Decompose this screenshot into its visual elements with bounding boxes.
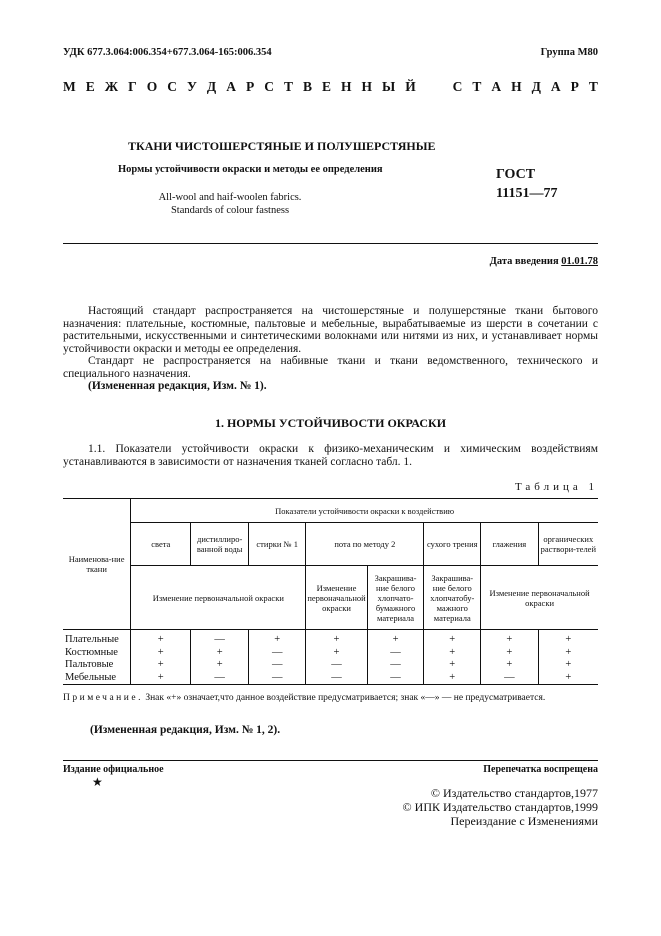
mezh-letter: С (167, 79, 177, 94)
mezh-letter: Й (405, 79, 416, 94)
row-value: + (306, 647, 367, 660)
mezh-letter: Е (321, 79, 331, 94)
section-paragraph: 1.1. Показатели устойчивости окраски к физико-механическим и химическим воздействиям устанавливаются в зависимости от назначения тканей согласно табл. 1. (63, 443, 598, 468)
mezh-letter: Р (570, 79, 579, 94)
copyright-1999: © ИПК Издательство стандартов,1999 (402, 800, 598, 814)
note-label: Примечание. (63, 693, 143, 703)
row-value: + (131, 659, 191, 672)
gost-label: ГОСТ (496, 167, 536, 182)
date-label: Дата введения (489, 256, 559, 267)
mezh-letter: С (264, 79, 274, 94)
sub-change-2: Изменение первоначальной окраски (481, 566, 598, 630)
note-text: Знак «+» означает,что данное воздействие предусматривается; знак «—» — не предусматривается. (142, 693, 546, 703)
udk-code: УДК 677.3.064:006.354+677.3.064-165:006.354 (63, 47, 272, 58)
sub-dry-staining: Закрашива-ние белого хлопчатобу-мажного материала (424, 566, 481, 630)
row-fabric-name: Костюмные (63, 647, 131, 660)
row-value: + (424, 647, 481, 660)
header-divider (63, 243, 598, 244)
row-value: + (367, 630, 424, 647)
mezh-letter: Т (588, 79, 598, 94)
table-row (63, 659, 598, 672)
row-value: + (424, 672, 481, 685)
row-value: + (565, 646, 572, 658)
row-fabric-name: Мебельные (63, 672, 131, 685)
mezh-letter: О (146, 79, 158, 94)
row-value: — (306, 659, 367, 672)
mezh-letter: Д (531, 79, 541, 94)
official-edition: Издание официальное (63, 764, 164, 775)
row-fabric-name: Пальтовые (63, 659, 131, 672)
row-value: + (249, 630, 306, 647)
mezh-letter: Ж (104, 79, 119, 94)
row-value: + (424, 630, 481, 647)
row-value: + (131, 647, 191, 660)
row-value: — (367, 672, 424, 685)
copyright-1977: © Издательство стандартов,1977 (430, 786, 598, 800)
title-en-line2: Standards of colour fastness (170, 205, 290, 216)
row-value: — (481, 672, 538, 685)
table-note (63, 692, 598, 704)
table-row (63, 672, 598, 685)
row-value: + (191, 659, 249, 672)
table-row (63, 630, 598, 647)
col-organic-solvents: органических раствори-телей (538, 523, 598, 566)
row-value: + (131, 672, 191, 685)
row-value: + (538, 672, 598, 685)
mezh-gap (426, 79, 429, 95)
title-en (118, 191, 342, 217)
sub-sweat-staining: Закрашива-ние белого хлопчато-бумажного материала (367, 566, 424, 630)
row-value: — (191, 672, 249, 685)
effective-date (490, 256, 598, 267)
sub-sweat-change: Изменение первоначальной окраски (306, 566, 367, 630)
table-caption: Таблица 1 (514, 481, 598, 493)
col-distilled-water: дистиллиро-ванной воды (191, 523, 249, 566)
row-value: — (306, 672, 367, 685)
section-heading: 1. НОРМЫ УСТОЙЧИВОСТИ ОКРАСКИ (214, 416, 447, 430)
row-value: + (306, 630, 367, 647)
row-value: — (367, 659, 424, 672)
copyright-block (403, 786, 598, 828)
intro-text (63, 305, 598, 393)
mezh-letter: Н (511, 79, 522, 94)
table-row (63, 647, 598, 660)
table-group-header: Показатели устойчивости окраски к воздействию (131, 499, 598, 523)
mezh-letter: С (452, 79, 463, 94)
mezh-gap (439, 79, 442, 95)
reprint-forbidden: Перепечатка воспрещена (483, 764, 598, 775)
row-value: + (565, 634, 572, 645)
mezh-standard-heading (63, 79, 598, 95)
section-text (63, 443, 598, 468)
row-value: + (481, 647, 538, 660)
mezh-letter: Е (85, 79, 95, 94)
mezh-letter: Г (128, 79, 137, 94)
edit-note-2: (Измененная редакция, Изм. № 1, 2). (90, 724, 281, 736)
mezh-letter: Д (206, 79, 217, 94)
title-ru-sub: Нормы устойчивости окраски и методы ее определения (118, 164, 383, 175)
mezh-letter: А (491, 79, 502, 94)
reissue-note: Переиздание с Изменениями (450, 814, 598, 828)
col-washing: стирки № 1 (249, 523, 306, 566)
intro-edit-note: (Измененная редакция, Изм. № 1). (88, 380, 267, 392)
fastness-table (63, 498, 598, 685)
date-value: 01.01.78 (561, 256, 598, 267)
col-sweat: пота по методу 2 (306, 523, 424, 566)
row-value: — (367, 647, 424, 660)
star-icon: ★ (92, 775, 103, 789)
intro-paragraph-1: Настоящий стандарт распространяется на чистошерстяные и полушерстяные ткани бытового назначения: плательные, костюмные, пальтовые и мебельные, вырабатываемые из шерсти в сочетании с растительными, искусственными и синтетическими волокнами или нитями из них, и устанавливает нормы устойчивости окраски и методы ее определения. (63, 305, 598, 355)
mezh-letter: Н (341, 79, 352, 94)
mezh-letter: А (550, 79, 561, 94)
col-ironing: глажения (481, 523, 538, 566)
intro-paragraph-2: Стандарт не распространяется на набивные ткани и ткани ведомственного, технического и специального назначения. (63, 355, 598, 380)
table-body (63, 630, 598, 685)
row-value: + (191, 647, 249, 660)
mezh-letter: А (226, 79, 236, 94)
mezh-letter: Т (283, 79, 293, 94)
row-value: — (191, 630, 249, 647)
row-fabric-name: Плательные (63, 630, 131, 647)
row-value: — (249, 659, 306, 672)
title-en-line1: All-wool and haif-woolen fabrics. (158, 192, 302, 203)
table-name-header: Наименова-ние ткани (63, 499, 131, 630)
mezh-letter: У (186, 79, 197, 94)
col-light: света (131, 523, 191, 566)
row-value: + (481, 630, 538, 647)
col-dry-rubbing: сухого трения (424, 523, 481, 566)
row-value: + (565, 659, 572, 670)
group-code: Группа М80 (540, 47, 598, 58)
mezh-letter: Ы (382, 79, 396, 94)
title-ru-main: ТКАНИ ЧИСТОШЕРСТЯНЫЕ И ПОЛУШЕРСТЯНЫЕ (128, 139, 436, 153)
mezh-letter: Р (245, 79, 255, 94)
row-value: — (249, 672, 306, 685)
sub-change-1: Изменение первоначальной окраски (131, 566, 306, 630)
gost-number: 11151—77 (496, 186, 558, 201)
row-value: + (481, 659, 538, 672)
mezh-letter: В (302, 79, 312, 94)
mezh-letter: Н (361, 79, 373, 94)
row-value: + (424, 659, 481, 672)
footer-divider (63, 760, 598, 761)
row-value: — (249, 647, 306, 660)
mezh-letter: Т (472, 79, 482, 94)
mezh-letter: М (63, 79, 76, 94)
row-value: + (131, 630, 191, 647)
